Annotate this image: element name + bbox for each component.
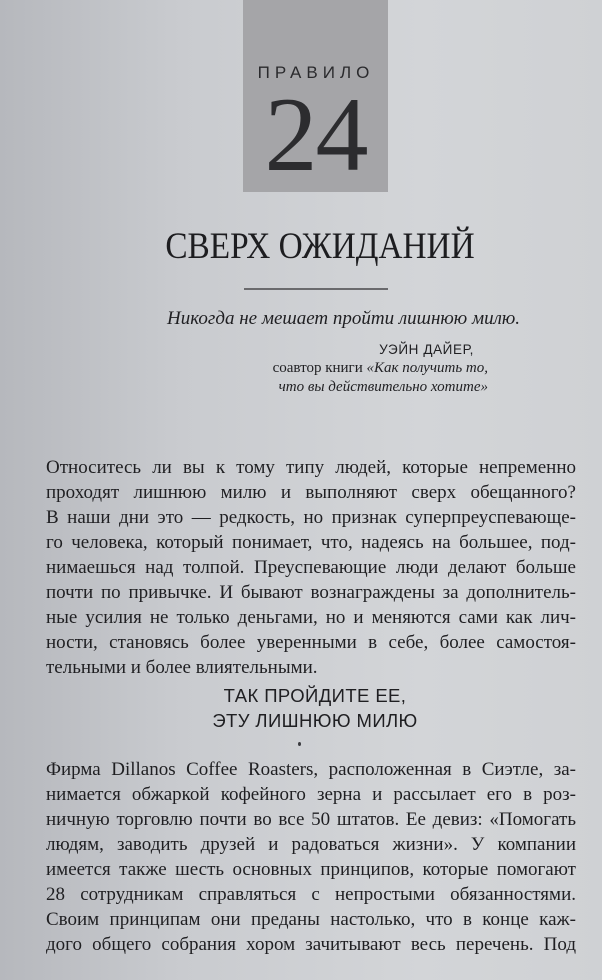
epigraph-book-title-line2: что вы действительно хотите» — [278, 379, 488, 395]
paragraph-line: В наши дни это — редкость, но признак суперпреуспевающе- — [46, 507, 576, 528]
print-speck — [298, 742, 301, 746]
paragraph-line: Относитесь ли вы к тому типу людей, которые непременно — [46, 457, 576, 478]
paragraph-line: Фирма Dillanos Coffee Roasters, расположенная в Сиэтле, за- — [46, 759, 576, 780]
rule-label: ПРАВИЛО — [257, 63, 375, 82]
paragraph-line: 28 сотрудникам справляться с непростыми обязанностями. — [46, 884, 576, 905]
rule-number: 24 — [264, 76, 367, 193]
chapter-title: СВЕРХ ОЖИДАНИЙ — [165, 226, 475, 267]
epigraph-role — [120, 359, 520, 397]
paragraph-line: имеется также шесть основных принципов, которые помогают — [46, 859, 576, 880]
intro-paragraph — [46, 455, 576, 680]
epigraph-role-prefix: соавтор книги — [272, 360, 367, 376]
paragraph-line: ности, становясь более уверенными в себе, более самостоя- — [46, 632, 576, 653]
paragraph-line: дого общего собрания хором зачитывают весь перечень. Под — [46, 934, 576, 955]
section-paragraph — [46, 757, 576, 957]
paragraph-line: ничную торговлю почти во все 50 штатов. Ее девиз: «Помогать — [46, 809, 576, 830]
epigraph-book-title-line1: «Как получить то, — [366, 360, 488, 376]
paragraph-line: тельными и более влиятельными. — [46, 657, 318, 678]
title-divider — [244, 288, 388, 290]
paragraph-line: почти по привычке. И бывают вознаграждены за дополнитель- — [46, 582, 576, 603]
paragraph-line: нимаешься над толпой. Преуспевающие люди делают больше — [46, 557, 576, 578]
epigraph — [120, 306, 520, 397]
section-heading-line2: ЭТУ ЛИШНЮЮ МИЛЮ — [212, 710, 418, 731]
paragraph-line: людям, заводить друзей и радоваться жизни». У компании — [46, 834, 576, 855]
paragraph-line: Своим принципам они преданы настолько, что в конце каж- — [46, 909, 576, 930]
paragraph-line: проходят лишнюю милю и выполняют сверх обещанного? — [46, 482, 576, 503]
paragraph-line: ные усилия не только деньгами, но и меняются сами как лич- — [46, 607, 576, 628]
paragraph-line: го человека, который понимает, что, надеясь на большее, под- — [46, 532, 576, 553]
section-heading — [150, 683, 480, 733]
epigraph-quote: Никогда не мешает пройти лишнюю милю. — [167, 308, 520, 329]
paragraph-line: нимается обжаркой кофейного зерна и рассылает его в роз- — [46, 784, 576, 805]
epigraph-author: УЭЙН ДАЙЕР, — [379, 342, 474, 357]
section-heading-line1: ТАК ПРОЙДИТЕ ЕЕ, — [223, 685, 407, 706]
